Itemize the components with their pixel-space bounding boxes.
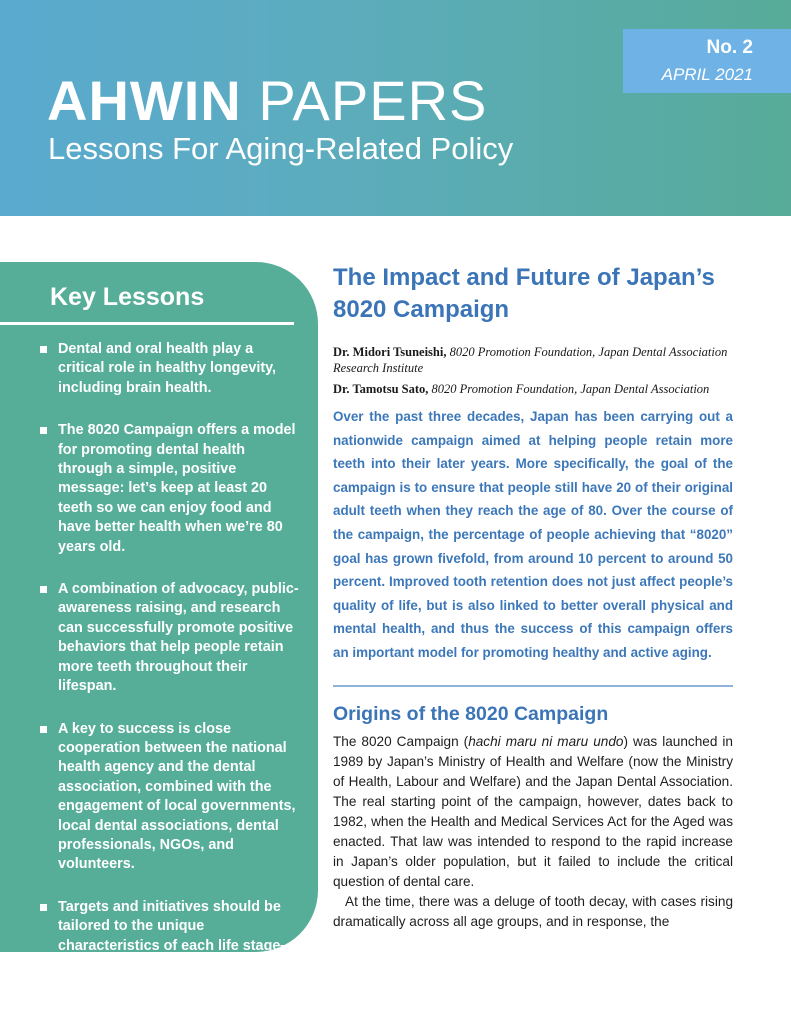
- author-name: Dr. Tamotsu Sato,: [333, 382, 429, 396]
- body-paragraph: [333, 732, 733, 892]
- author-affiliation: 8020 Promotion Foundation, Japan Dental Association: [431, 382, 710, 396]
- publication-title-bold: AHWIN: [47, 69, 242, 132]
- key-lesson-item: A combination of advocacy, public-awareness raising, and research can successfully promote positive behaviors that help people retain more teeth throughout their lifespan.: [38, 580, 300, 696]
- body-paragraph: At the time, there was a deluge of tooth decay, with cases rising dramatically across all age groups, and in response, the: [333, 893, 733, 929]
- key-lesson-item: A key to success is close cooperation between the national health agency and the dental association, combined with the engagement of local governments, local dental associations, dental professionals, NGOs, and volunteers.: [38, 720, 300, 875]
- paragraph-text: ) was launched in 1989 by Japan’s Ministry of Health and Welfare (now the Ministry of Health, Labour and Welfare) and the Japan Dental Association. The real starting point of the campaign, however, dates back to 1982, when the Health and Medical Services Act for the Aged was enacted. That law was intended to respond to the rapid increase in Japan’s older population, but it failed to include the critical question of dental care.: [333, 733, 733, 889]
- author-list: [333, 344, 733, 397]
- issue-number: No. 2: [706, 37, 753, 58]
- article-intro: Over the past three decades, Japan has been carrying out a nationwide campaign aimed at helping people retain more teeth into their later years. More specifically, the goal of the campaign is to ensure that people still have 20 of their original adult teeth when they reach the age of 80. Over the course of the campaign, the percentage of people achieving that “8020” goal has grown fivefold, from around 10 percent to around 50 percent. Improved tooth retention does not just affect people’s quality of life, but is also linked to better overall physical and mental health, and thus the success of this campaign offers an important model for promoting healthy and active aging.: [333, 409, 733, 660]
- key-lesson-item: Dental and oral health play a critical role in healthy longevity, including brain health.: [38, 340, 300, 398]
- paragraph-italic-term: hachi maru ni maru undo: [468, 733, 624, 749]
- author-line: [333, 381, 733, 397]
- key-lesson-item: The 8020 Campaign offers a model for promoting dental health through a simple, positive message: let’s keep at least 20 teeth so we can enjoy food and have better health when we’re 80 years old.: [38, 421, 300, 557]
- publication-title-light: PAPERS: [258, 69, 488, 132]
- issue-badge: [623, 29, 791, 93]
- author-affiliation: 8020 Promotion Foundation, Japan Dental Association Research Institute: [333, 345, 728, 375]
- masthead-banner: [0, 0, 791, 216]
- issue-date: APRIL 2021: [661, 65, 753, 84]
- paragraph-text: The 8020 Campaign (: [333, 733, 469, 749]
- author-name: Dr. Midori Tsuneishi,: [333, 345, 447, 359]
- publication-subtitle: Lessons For Aging-Related Policy: [48, 131, 514, 166]
- article-column: [333, 262, 733, 932]
- author-line: [333, 344, 733, 376]
- article-title: The Impact and Future of Japan’s 8020 Campaign: [333, 264, 715, 323]
- key-lessons-panel: [0, 262, 318, 973]
- section-heading: Origins of the 8020 Campaign: [333, 702, 609, 725]
- key-lessons-title: Key Lessons: [50, 283, 205, 311]
- key-lesson-item: Targets and initiatives should be tailored to the unique characteristics of each life stage—from childhood to old age.: [38, 898, 300, 976]
- publication-title: [47, 69, 488, 132]
- key-lessons-divider: [0, 322, 294, 325]
- key-lessons-list: [38, 340, 300, 998]
- section-divider: [333, 685, 733, 687]
